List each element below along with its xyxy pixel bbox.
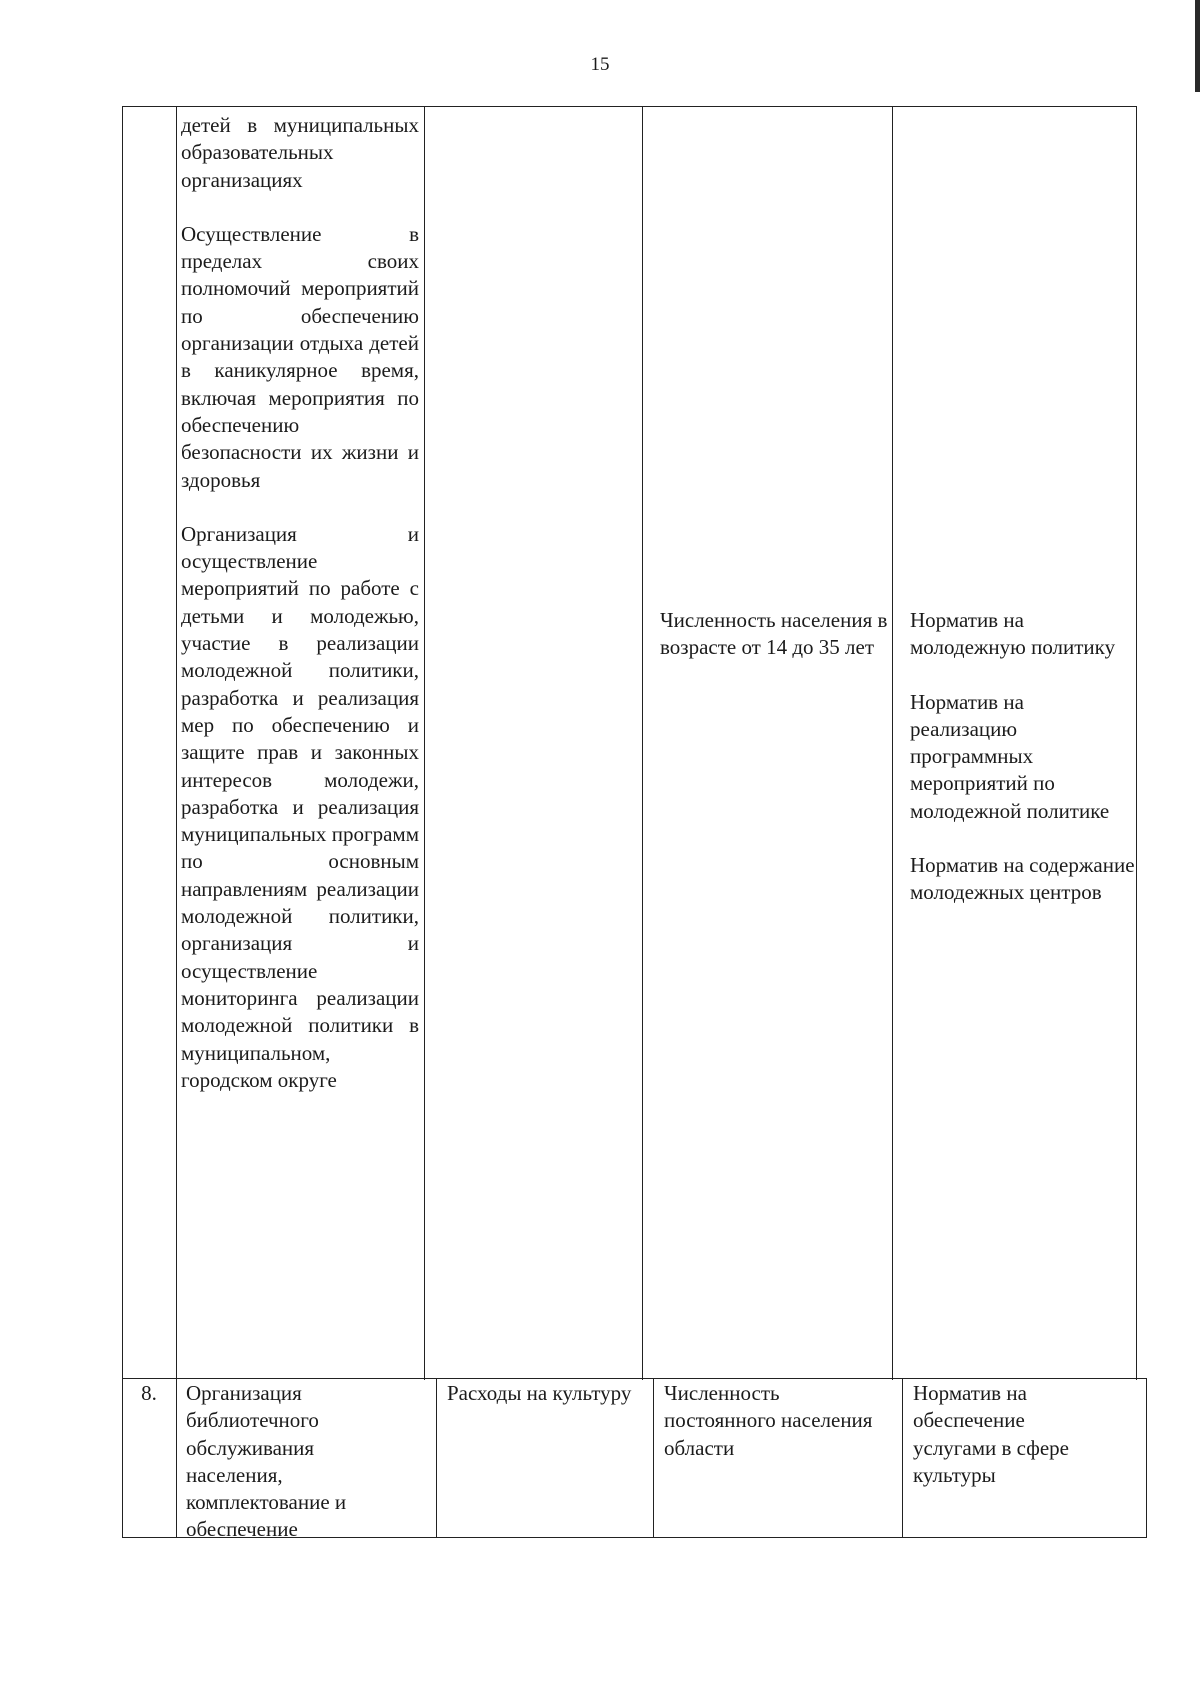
cell-powers — [176, 1378, 436, 1542]
cell-expenses — [424, 106, 642, 1380]
cell-expenses — [436, 1378, 653, 1538]
cell-indicator — [642, 106, 892, 1380]
row-number: 8. — [141, 1381, 157, 1405]
indicator-text: Численность населения в возрасте от 14 до 35 лет — [660, 608, 888, 660]
cell-normatives — [902, 1378, 1147, 1538]
cell-powers — [176, 106, 424, 1380]
cell-number — [122, 1378, 176, 1538]
normative-text-2: Норматив на реализацию программных мероприятий по молодежной политике — [910, 689, 1110, 823]
cell-indicator — [653, 1378, 902, 1538]
page-number: 15 — [590, 54, 610, 75]
normative-text-1: Норматив на молодежную политику — [910, 608, 1116, 660]
cell-normatives — [892, 106, 1137, 1380]
indicator-text: Численность постоянного населения области — [664, 1381, 873, 1460]
cell-number — [122, 106, 176, 1380]
normative-text-3: Норматив на содержание молодежных центров — [910, 853, 1135, 905]
normative-text: Норматив на обеспечение услугами в сфере культуры — [913, 1381, 1070, 1487]
powers-text: Организация библиотечного обслуживания населения, комплектование и обеспечение — [186, 1381, 347, 1542]
powers-text-3: Организация и осуществление мероприятий по работе с детьми и молодежью, участие в реализации молодежной политики, разработка и реализация мер по обеспечению и защите прав и законных интересов молодежи, разработка и реализация муниципальных программ по основным направлениям реализации молодежной политики, организация и осуществление мониторинга реализации молодежной политики в муниципальном, городском округе — [181, 521, 419, 1092]
powers-text-1: детей в муниципальных образовательных организациях — [181, 113, 419, 192]
powers-text-2: Осуществление в пределах своих полномочий мероприятий по обеспечению организации отдыха детей в каникулярное время, включая мероприятия по обеспечению безопасности их жизни и здоровья — [181, 221, 419, 492]
expenses-text: Расходы на культуру — [447, 1381, 632, 1405]
